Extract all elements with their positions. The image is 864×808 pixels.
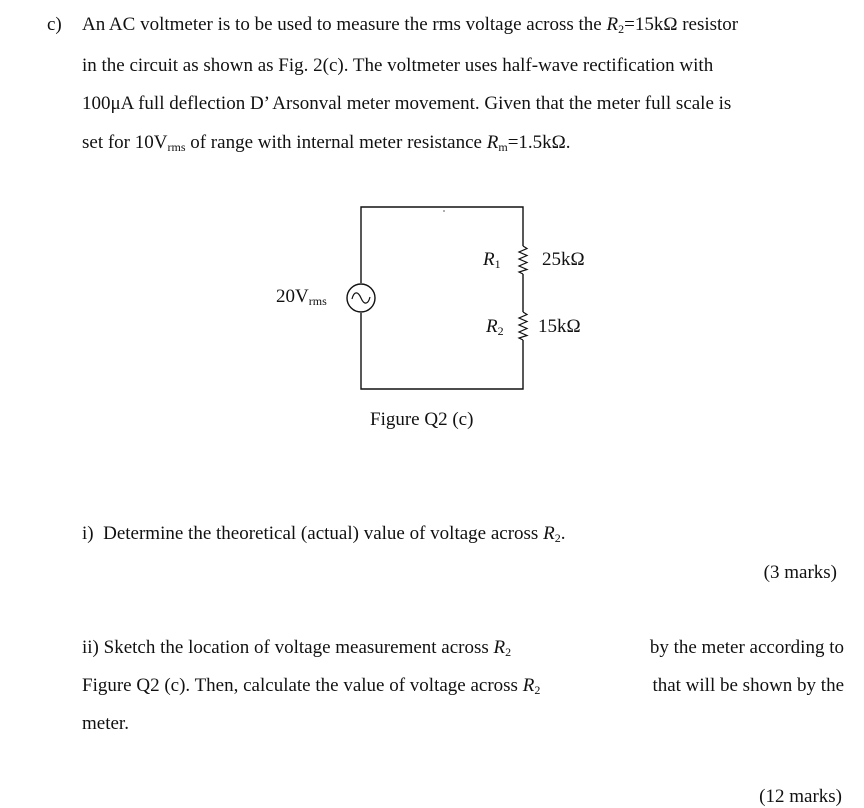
r2-subscript: 2 <box>618 22 625 36</box>
part-ii-line-2-a: Figure Q2 (c). Then, calculate the value of voltage across <box>82 675 523 696</box>
part-i-label: i) <box>82 523 94 544</box>
question-line-4-b: of range with internal meter resistance <box>185 132 487 153</box>
part-ii-label: ii) <box>82 637 99 658</box>
resistor-r1-icon <box>519 246 527 274</box>
r2-symbol: R <box>486 316 498 337</box>
part-i-marks: (3 marks) <box>763 562 837 583</box>
r1-value: 25kΩ <box>542 249 585 270</box>
rms-subscript: rms <box>167 140 186 154</box>
part-i-text: Determine the theoretical (actual) value of voltage across <box>103 523 544 544</box>
question-line-1-rest: =15kΩ resistor <box>624 14 739 35</box>
r2-subscript: 2 <box>497 324 504 338</box>
part-ii-line-1-left <box>82 637 511 659</box>
part-i-end: . <box>560 523 566 544</box>
r2-label <box>486 316 504 338</box>
r1-label <box>483 249 501 271</box>
question-line-3: 100μA full deflection D’ Arsonval meter movement. Given that the meter full scale is <box>82 93 732 114</box>
part-i-r-subscript: 2 <box>554 531 561 545</box>
question-label: c) <box>47 14 62 35</box>
source-value: 20V <box>276 286 309 307</box>
part-ii-r-symbol: R <box>493 637 506 658</box>
question-line-4-a: set for 10V <box>82 132 168 153</box>
part-ii-line-2-left <box>82 675 540 697</box>
r1-subscript: 1 <box>494 257 501 271</box>
part-ii-line-2 <box>82 675 844 697</box>
rm-symbol: R <box>486 132 499 153</box>
part-ii-line-1-a: Sketch the location of voltage measurement across <box>103 637 494 658</box>
r2-symbol: R <box>606 14 619 35</box>
rm-subscript: m <box>498 140 508 154</box>
part-ii-line-3: meter. <box>82 713 129 734</box>
part-ii-line-1-b: by the meter according to <box>649 637 844 658</box>
source-label <box>276 286 327 308</box>
question-line-4-c: =1.5kΩ. <box>507 132 571 153</box>
part-ii-r-subscript: 2 <box>505 645 512 659</box>
part-ii-line-2-b: that will be shown by the <box>652 675 844 696</box>
part-i <box>82 523 565 545</box>
r1-symbol: R <box>483 249 495 270</box>
resistor-r2-icon <box>519 312 527 340</box>
question-line-1-text: An AC voltmeter is to be used to measure the rms voltage across the <box>82 14 602 35</box>
part-ii-line-2-r-subscript: 2 <box>534 683 541 697</box>
figure-caption: Figure Q2 (c) <box>370 409 474 430</box>
r2-value: 15kΩ <box>538 316 581 337</box>
part-i-r-symbol: R <box>543 523 555 544</box>
part-ii-line-1 <box>82 637 844 659</box>
question-line-2: in the circuit as shown as Fig. 2(c). The voltmeter uses half-wave rectification with <box>82 55 714 76</box>
ink-speck <box>443 210 445 212</box>
circuit-wire-left <box>361 207 523 283</box>
part-ii-line-2-r-symbol: R <box>522 675 535 696</box>
part-ii-marks: (12 marks) <box>759 786 842 807</box>
source-subscript: rms <box>308 294 327 308</box>
